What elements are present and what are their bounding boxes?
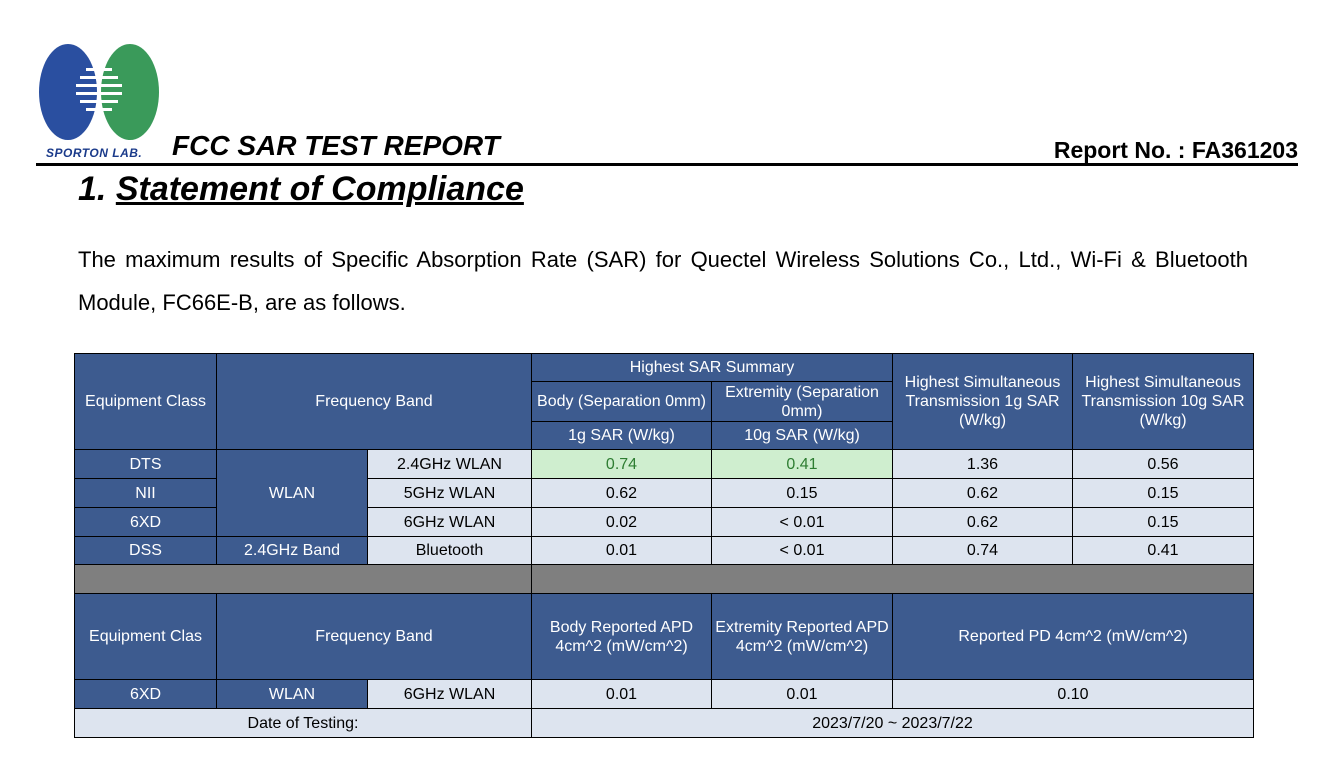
reported-pd-cell: 0.10 — [893, 680, 1254, 709]
apd-extremity-cell: 0.01 — [712, 680, 893, 709]
wlan-group-cell: WLAN — [217, 450, 368, 537]
sim-10g-cell: 0.41 — [1073, 537, 1254, 565]
separator-cell — [75, 565, 532, 594]
band-cell: 5GHz WLAN — [368, 479, 532, 508]
band-group-cell: 2.4GHz Band — [217, 537, 368, 565]
section-number: 1. — [78, 170, 107, 208]
sim-10g-cell: 0.56 — [1073, 450, 1254, 479]
frequency-band-header: Frequency Band — [217, 354, 532, 450]
sporton-logo — [36, 38, 162, 162]
extremity-sar-cell: < 0.01 — [712, 508, 893, 537]
apd-equipment-class-header: Equipment Clas — [75, 594, 217, 680]
equipment-class-cell: DTS — [75, 450, 217, 479]
extremity-sar-cell: 0.41 — [712, 450, 893, 479]
report-title: FCC SAR TEST REPORT — [172, 130, 500, 161]
report-number: Report No. : FA361203 — [1053, 137, 1298, 163]
equipment-class-cell: DSS — [75, 537, 217, 565]
body-sar-cell: 0.62 — [532, 479, 712, 508]
apd-band-cell: 6GHz WLAN — [368, 680, 532, 709]
reported-pd-header: Reported PD 4cm^2 (mW/cm^2) — [893, 594, 1254, 680]
apd-equipment-class-cell: 6XD — [75, 680, 217, 709]
band-cell: Bluetooth — [368, 537, 532, 565]
sar-summary-table — [74, 353, 1254, 738]
date-label: Date of Testing: — [75, 709, 532, 738]
table-header-row — [75, 354, 1254, 382]
header-divider — [36, 163, 1298, 166]
logo-text: SPORTON LAB. — [46, 146, 143, 160]
sim-1g-cell: 0.62 — [893, 508, 1073, 537]
band-cell: 6GHz WLAN — [368, 508, 532, 537]
body-sar-cell: 0.74 — [532, 450, 712, 479]
apd-extremity-header: Extremity Reported APD 4cm^2 (mW/cm^2) — [712, 594, 893, 680]
table-row — [75, 537, 1254, 565]
body-sar-cell: 0.02 — [532, 508, 712, 537]
sim-10g-header: Highest Simultaneous Transmission 10g SAR (W/kg) — [1073, 354, 1254, 450]
apd-row — [75, 680, 1254, 709]
band-cell: 2.4GHz WLAN — [368, 450, 532, 479]
extremity-header: Extremity (Separation 0mm) — [712, 382, 893, 422]
section-title: Statement of Compliance — [115, 170, 524, 208]
apd-frequency-band-header: Frequency Band — [217, 594, 532, 680]
sporton-logo-icon — [36, 38, 162, 148]
highest-sar-summary-header: Highest SAR Summary — [532, 354, 893, 382]
date-row — [75, 709, 1254, 738]
equipment-class-cell: NII — [75, 479, 217, 508]
date-value: 2023/7/20 ~ 2023/7/22 — [532, 709, 1254, 738]
extremity-sar-cell: < 0.01 — [712, 537, 893, 565]
separator-cell — [532, 565, 1254, 594]
sim-10g-cell: 0.15 — [1073, 508, 1254, 537]
extremity-unit-header: 10g SAR (W/kg) — [712, 422, 893, 450]
equipment-class-header: Equipment Class — [75, 354, 217, 450]
apd-body-header: Body Reported APD 4cm^2 (mW/cm^2) — [532, 594, 712, 680]
table-separator-row — [75, 565, 1254, 594]
apd-header-row — [75, 594, 1254, 680]
section-heading — [78, 170, 524, 209]
body-unit-header: 1g SAR (W/kg) — [532, 422, 712, 450]
table-row — [75, 450, 1254, 479]
extremity-sar-cell: 0.15 — [712, 479, 893, 508]
sim-1g-cell: 0.74 — [893, 537, 1073, 565]
apd-body-cell: 0.01 — [532, 680, 712, 709]
sim-1g-cell: 0.62 — [893, 479, 1073, 508]
apd-group-cell: WLAN — [217, 680, 368, 709]
equipment-class-cell: 6XD — [75, 508, 217, 537]
intro-paragraph: The maximum results of Specific Absorption Rate (SAR) for Quectel Wireless Solutions Co., Ltd., Wi-Fi & Bluetooth Module, FC66E-B, are as follows. — [78, 247, 1248, 315]
sim-10g-cell: 0.15 — [1073, 479, 1254, 508]
body-sar-cell: 0.01 — [532, 537, 712, 565]
sim-1g-header: Highest Simultaneous Transmission 1g SAR (W/kg) — [893, 354, 1073, 450]
body-header: Body (Separation 0mm) — [532, 382, 712, 422]
sim-1g-cell: 1.36 — [893, 450, 1073, 479]
